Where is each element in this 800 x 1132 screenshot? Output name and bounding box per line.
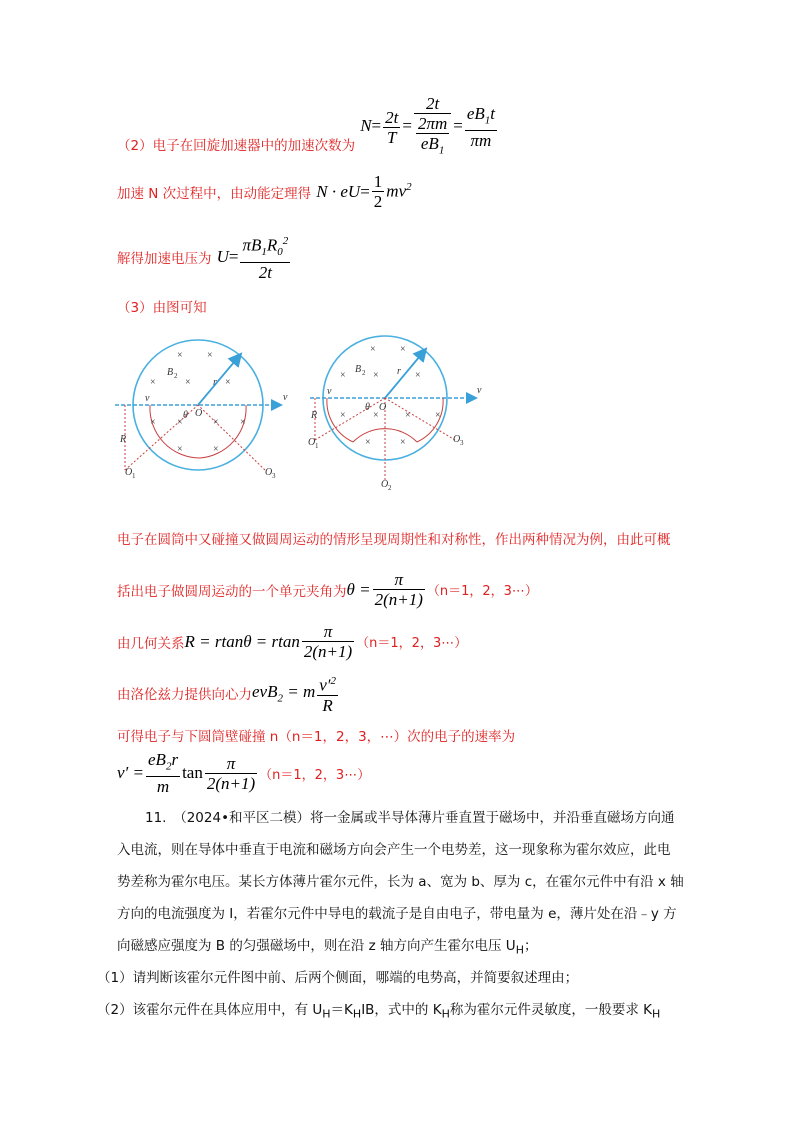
svg-text:R: R xyxy=(120,434,127,445)
circle-figure xyxy=(115,330,535,495)
svg-text:×: × xyxy=(340,410,346,421)
svg-text:×: × xyxy=(400,437,406,448)
part2-line xyxy=(117,94,499,166)
svg-text:×: × xyxy=(177,350,183,361)
q11-line5: 向磁感应强度为 B 的匀强磁场中，则在沿 z 轴方向产生霍尔电压 $U_H$； xyxy=(117,938,538,957)
svg-text:1: 1 xyxy=(132,472,136,480)
n-formula: N= $\frac{2t}{T}$ = $\frac{2t}{\frac{2\pi m}{eB_1}}$ = $\frac{eB_1t}{\pi m}$ xyxy=(360,94,496,157)
q11-line2: 入电流，则在导体中垂直于电流和磁场方向会产生一个电势差，这一现象称为霍尔效应，此电 xyxy=(117,842,671,858)
svg-text:θ: θ xyxy=(183,410,188,421)
svg-text:O: O xyxy=(195,408,203,419)
svg-text:×: × xyxy=(225,377,231,388)
q11-line4: 方向的电流强度为 I，若霍尔元件中导电的载流子是自由电子，带电量为 e，薄片处在沿﹣y 方 xyxy=(117,906,677,922)
svg-text:r: r xyxy=(397,366,401,377)
svg-text:R: R xyxy=(311,410,318,421)
svg-text:v: v xyxy=(145,393,150,404)
svg-text:3: 3 xyxy=(460,439,464,447)
theta-line: 括出电子做圆周运动的一个单元夹角为θ = $\frac{\pi}{2(n+1)}$ （n＝1，2，3⋯） xyxy=(117,570,538,609)
svg-text:O: O xyxy=(125,467,133,478)
svg-text:×: × xyxy=(177,417,183,428)
svg-text:2: 2 xyxy=(174,372,178,380)
svg-text:×: × xyxy=(365,437,371,448)
svg-text:×: × xyxy=(340,370,346,381)
svg-text:×: × xyxy=(373,370,379,381)
svg-text:3: 3 xyxy=(272,472,276,480)
svg-text:2: 2 xyxy=(388,484,392,492)
svg-text:×: × xyxy=(373,410,379,421)
svg-text:×: × xyxy=(150,417,156,428)
energy-label: 加速 N 次过程中，由动能定理得 xyxy=(117,185,312,202)
svg-text:v: v xyxy=(327,386,332,397)
svg-text:B: B xyxy=(355,364,362,375)
right-diagram xyxy=(308,336,482,492)
result-text: 可得电子与下圆筒壁碰撞 n（n＝1，2，3，⋯）次的电子的速率为 xyxy=(117,729,516,745)
energy-line: 加速 N 次过程中，由动能定理得 N · eU= $\frac{1}{2}$ $mv^2$ xyxy=(117,172,412,211)
svg-text:×: × xyxy=(405,410,411,421)
svg-text:×: × xyxy=(400,344,406,355)
geom-line: 由几何关系R = rtanθ = rtan $\frac{\pi}{2(n+1)}$ （n＝1，2，3⋯） xyxy=(117,622,468,661)
part2-label: （2）电子在回旋加速器中的加速次数为 xyxy=(117,138,356,155)
svg-text:×: × xyxy=(415,370,421,381)
svg-text:O: O xyxy=(379,402,387,413)
svg-text:r: r xyxy=(213,377,217,388)
svg-text:×: × xyxy=(240,417,246,428)
q11-line7: （2）该霍尔元件在具体应用中，有 $U_H=K_HIB$，式中的 $K_H$称为霍尔元件灵敏度，一般要求 $K_H$ xyxy=(97,1002,661,1021)
svg-text:×: × xyxy=(213,444,219,455)
voltage-line: 解得加速电压为 U= $\frac{\pi B_1R_0^2}{2t}$ xyxy=(117,232,292,282)
svg-text:θ: θ xyxy=(365,402,370,413)
svg-text:v: v xyxy=(477,385,482,396)
svg-text:×: × xyxy=(435,410,441,421)
part3-label: （3）由图可知 xyxy=(117,300,207,316)
svg-text:×: × xyxy=(177,444,183,455)
svg-text:O: O xyxy=(265,467,273,478)
svg-text:O: O xyxy=(308,437,316,448)
voltage-label: 解得加速电压为 xyxy=(117,251,212,268)
svg-text:×: × xyxy=(150,377,156,388)
svg-text:×: × xyxy=(185,377,191,388)
para1-line1: 电子在圆筒中又碰撞又做圆周运动的情形呈现周期性和对称性，作出两种情况为例，由此可概 xyxy=(117,532,671,548)
svg-text:×: × xyxy=(213,417,219,428)
svg-text:v: v xyxy=(283,392,288,403)
q11-line1: 11. （2024•和平区二模）将一金属或半导体薄片垂直置于磁场中，并沿垂直磁场方向通 xyxy=(145,810,675,826)
left-diagram xyxy=(115,340,288,480)
svg-text:O: O xyxy=(453,434,461,445)
lorentz-line: 由洛伦兹力提供向心力evB$_2$ = m $\frac{v'^2}{R}$ xyxy=(117,672,340,715)
q11-line3: 势差称为霍尔电压。某长方体薄片霍尔元件，长为 a、宽为 b、厚为 c，在霍尔元件中有沿 x 轴 xyxy=(117,874,684,890)
result-formula: v′ = $\frac{eB_2r}{m}$ tan $\frac{\pi}{2(n+1)}$ （n＝1，2，3⋯） xyxy=(117,750,371,797)
svg-text:1: 1 xyxy=(315,442,319,450)
q11-line6: （1）请判断该霍尔元件图中前、后两个侧面，哪端的电势高，并简要叙述理由； xyxy=(97,970,579,986)
svg-text:B: B xyxy=(167,367,174,378)
svg-text:2: 2 xyxy=(362,369,366,377)
svg-text:×: × xyxy=(370,344,376,355)
svg-text:×: × xyxy=(207,350,213,361)
svg-text:O: O xyxy=(381,479,389,490)
